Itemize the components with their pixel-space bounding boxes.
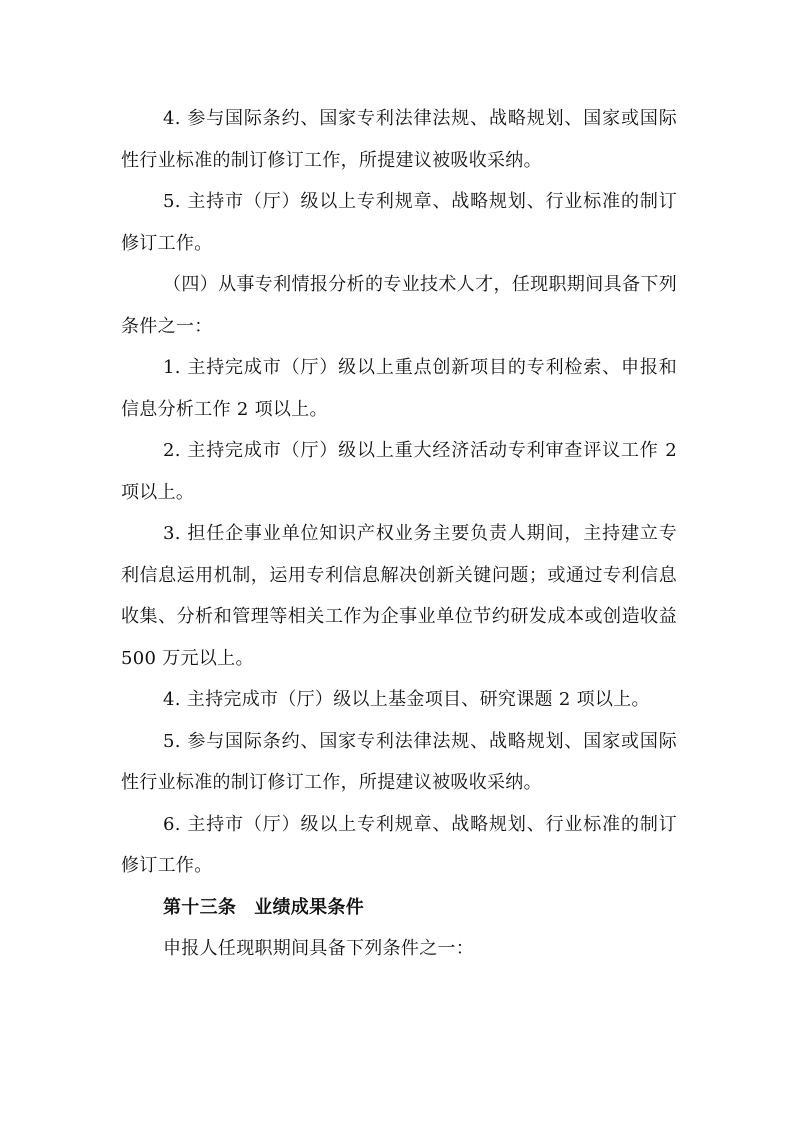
paragraph-item-6: 6. 主持市（厅）级以上专利规章、战略规划、行业标准的制订修订工作。	[121, 813, 677, 876]
paragraph-item-5: 5. 主持市（厅）级以上专利规章、战略规划、行业标准的制订修订工作。	[121, 191, 677, 254]
paragraph-item-4: 4. 参与国际条约、国家专利法律法规、战略规划、国家或国际性行业标准的制订修订工作，所提建议被吸收采纳。	[121, 108, 677, 171]
paragraph-item-1: 1. 主持完成市（厅）级以上重点创新项目的专利检索、申报和信息分析工作 2 项以上。	[121, 357, 677, 420]
section-four-intro: （四）从事专利情报分析的专业技术人才，任现职期间具备下列条件之一：	[121, 274, 677, 337]
paragraph-item-3: 3. 担任企事业单位知识产权业务主要负责人期间，主持建立专利信息运用机制，运用专利信息解决创新关键问题；或通过专利信息收集、分析和管理等相关工作为企事业单位节约研发成本或创造收益 500 万元以上。	[121, 523, 677, 669]
document-body	[121, 98, 677, 970]
paragraph-item-5b: 5. 参与国际条约、国家专利法律法规、战略规划、国家或国际性行业标准的制订修订工作，所提建议被吸收采纳。	[121, 730, 677, 793]
closing-paragraph: 申报人任现职期间具备下列条件之一：	[163, 938, 475, 959]
article-heading	[121, 887, 677, 929]
article-title: 业绩成果条件	[254, 896, 365, 918]
paragraph-item-2: 2. 主持完成市（厅）级以上重大经济活动专利审查评议工作 2 项以上。	[121, 440, 677, 503]
article-number: 第十三条	[163, 896, 237, 918]
paragraph-item-4b: 4. 主持完成市（厅）级以上基金项目、研究课题 2 项以上。	[163, 689, 650, 710]
